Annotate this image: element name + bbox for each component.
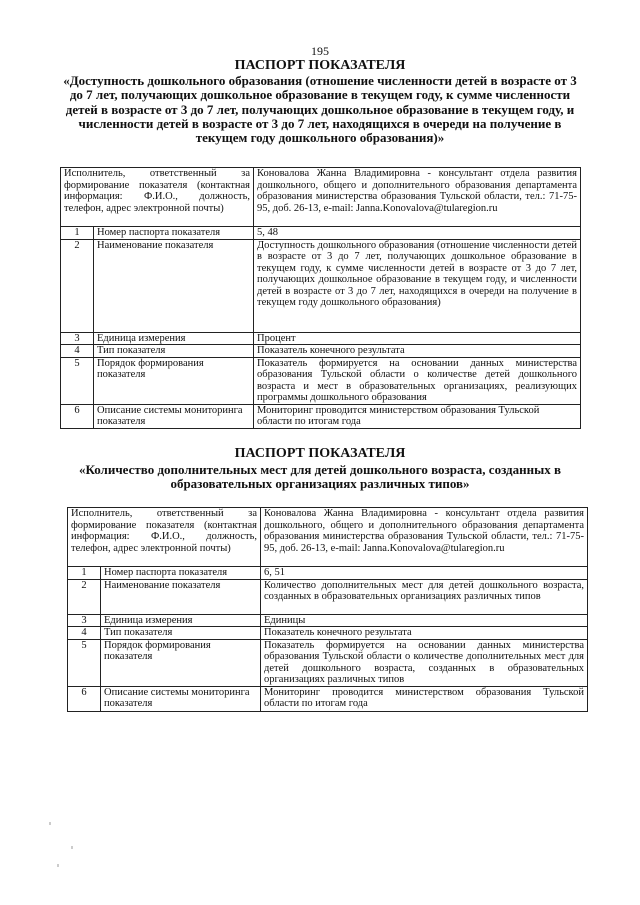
passport-1-table [60, 167, 581, 429]
passport-2-table [67, 507, 588, 712]
table-row [68, 508, 588, 567]
table-row [68, 567, 588, 580]
row-label: Тип показателя [101, 627, 261, 640]
executor-value: Коновалова Жанна Владимировна - консультант отдела развития дошкольного, общего и дополнительного образования департамента образования министерства образования Тульской области, тел.: 71-75-95, доб. 26-13, e-mail: Janna.Konovalova@tularegion.ru [254, 168, 581, 227]
passport-2-subtitle: «Количество дополнительных мест для детей дошкольного возраста, созданных в образовательных организациях различных типов» [78, 462, 562, 492]
row-value: Показатель формируется на основании данных министерства образования Тульской области о количестве детей дошкольного возраста и мест в образовательных организациях, реализующих программы дошкольного образования [254, 357, 581, 404]
row-label: Единица измерения [101, 614, 261, 627]
executor-label: Исполнитель, ответственный за формирование показателя (контактная информация: Ф.И.О., должность, телефон, адрес электронной почты) [68, 508, 261, 567]
executor-value: Коновалова Жанна Владимировна - консультант отдела развития дошкольного, общего и дополнительного образования департамента образования министерства образования Тульской области, тел.: 71-75-95, доб. 26-13, e-mail: Janna.Konovalova@tularegion.ru [261, 508, 588, 567]
row-number: 6 [68, 686, 101, 711]
row-label: Тип показателя [94, 345, 254, 358]
row-value: Показатель формируется на основании данных министерства образования Тульской области о количестве дополнительных мест для детей дошкольного возраста, созданных в образовательных организациях различных типов [261, 639, 588, 686]
row-value: Мониторинг проводится министерством образования Тульской области по итогам года [254, 404, 581, 428]
table-row [68, 639, 588, 686]
row-value: Показатель конечного результата [254, 345, 581, 358]
table-row [61, 357, 581, 404]
row-value: Единицы [261, 614, 588, 627]
row-label: Единица измерения [94, 332, 254, 345]
row-value: Доступность дошкольного образования (отношение численности детей в возрасте от 3 до 7 лет, получающих дошкольное образование в текущем году, к сумме численности детей в возрасте от 3 до 7 лет, получающих дошкольное образование в текущем году, и численности детей в возрасте от 3 до 7 лет, находящихся в очереди на получение в текущем году дошкольного образования) [254, 239, 581, 332]
page-number: 195 [311, 44, 329, 58]
row-value: 5, 48 [254, 227, 581, 240]
row-label: Номер паспорта показателя [94, 227, 254, 240]
row-number: 3 [68, 614, 101, 627]
table-row [61, 345, 581, 358]
row-value: Процент [254, 332, 581, 345]
row-label: Описание системы мониторинга показателя [101, 686, 261, 711]
table-row [68, 579, 588, 614]
table-row [61, 404, 581, 428]
passport-1-title: ПАСПОРТ ПОКАЗАТЕЛЯ [234, 58, 406, 73]
table-row [61, 332, 581, 345]
row-value: Мониторинг проводится министерством образования Тульской области по итогам года [261, 686, 588, 711]
row-label: Наименование показателя [101, 579, 261, 614]
executor-label: Исполнитель, ответственный за формирование показателя (контактная информация: Ф.И.О., должность, телефон, адрес электронной почты) [61, 168, 254, 227]
row-label: Порядок формирования показателя [101, 639, 261, 686]
table-row [61, 227, 581, 240]
row-label: Номер паспорта показателя [101, 567, 261, 580]
row-label: Наименование показателя [94, 239, 254, 332]
table-row [61, 239, 581, 332]
row-value: 6, 51 [261, 567, 588, 580]
row-label: Порядок формирования показателя [94, 357, 254, 404]
row-number: 2 [68, 579, 101, 614]
passport-2-title: ПАСПОРТ ПОКАЗАТЕЛЯ [234, 446, 406, 461]
row-number: 4 [61, 345, 94, 358]
scan-marks [42, 820, 102, 880]
row-number: 4 [68, 627, 101, 640]
row-number: 3 [61, 332, 94, 345]
row-label: Описание системы мониторинга показателя [94, 404, 254, 428]
row-number: 1 [68, 567, 101, 580]
table-row [68, 614, 588, 627]
table-row [61, 168, 581, 227]
row-value: Количество дополнительных мест для детей дошкольного возраста, созданных в образовательных организациях различных типов [261, 579, 588, 614]
table-row [68, 686, 588, 711]
table-row [68, 627, 588, 640]
row-number: 6 [61, 404, 94, 428]
row-value: Показатель конечного результата [261, 627, 588, 640]
passport-1-subtitle: «Доступность дошкольного образования (отношение численности детей в возрасте от 3 до 7 лет, получающих дошкольное образование в текущем году, к сумме численности детей в возрасте от 3 до 7 лет, получающих дошкольное образование в текущем году, и численности детей в возрасте от 3 до 7 лет, находящихся в очереди на получение в текущем году дошкольного образования)» [63, 73, 577, 146]
row-number: 1 [61, 227, 94, 240]
row-number: 5 [61, 357, 94, 404]
row-number: 2 [61, 239, 94, 332]
row-number: 5 [68, 639, 101, 686]
